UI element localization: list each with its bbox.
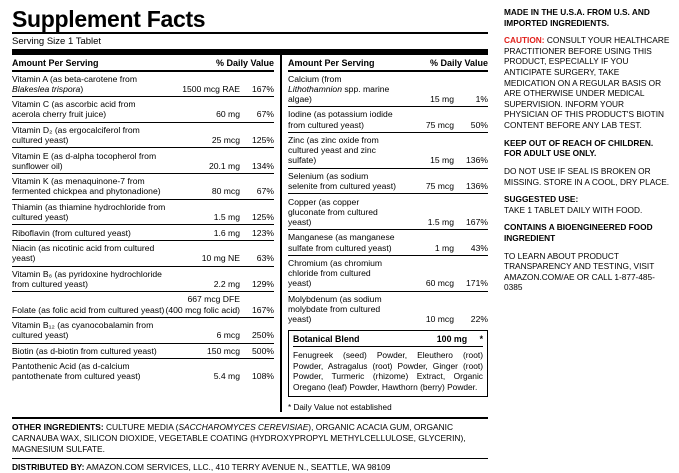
- nutrient-row: [12, 359, 274, 384]
- other-ingredients: [12, 417, 488, 455]
- botanical-blend-header: [293, 334, 483, 347]
- nutrient-amount: 75 mcg: [396, 168, 454, 194]
- nutrient-amount: 80 mcg: [165, 174, 240, 200]
- nutrient-name: Selenium (as sodium selenite from cultured yeast): [288, 168, 396, 194]
- nutrient-name: Thiamin (as thiamine hydrochloride from cultured yeast): [12, 199, 165, 225]
- nutrient-daily-value: 43%: [454, 230, 488, 256]
- nutrient-amount: 15 mg: [396, 132, 454, 168]
- nutrient-row: [12, 266, 274, 292]
- transparency-statement: TO LEARN ABOUT PRODUCT TRANSPARENCY AND TESTING, VISIT AMAZON.COM/AE OR CALL 1-877-485-0385: [504, 250, 655, 293]
- nutrient-table-left: [12, 72, 274, 384]
- nutrient-amount: 5.4 mg: [213, 371, 240, 382]
- nutrient-daily-value: 67%: [240, 174, 274, 200]
- caution-statement: [504, 35, 671, 130]
- nutrient-amount: 1 mg: [396, 230, 454, 256]
- nutrient-name: Vitamin B₆ (as pyridoxine hydrochloride from cultured yeast): [12, 266, 165, 292]
- distributed-by-label: DISTRIBUTED BY:: [12, 462, 85, 473]
- nutrient-amount: 60 mg: [165, 97, 240, 123]
- column-header-left: [12, 55, 274, 72]
- nutrient-name: Zinc (as zinc oxide from cultured yeast and zinc sulfate): [288, 132, 396, 168]
- nutrient-row: [12, 240, 274, 266]
- nutrient-name: Copper (as copper gluconate from cultured yeast): [288, 194, 396, 230]
- nutrient-row: [12, 97, 274, 123]
- side-information-panel: [496, 0, 679, 427]
- nutrient-amount: 1.5 mg: [165, 199, 240, 225]
- nutrient-name: Niacin (as nicotinic acid from cultured yeast): [12, 240, 165, 266]
- nutrient-row: [288, 72, 488, 107]
- nutrient-daily-value: 50%: [454, 107, 488, 133]
- botanical-blend-amount: 100 mg: [436, 334, 468, 345]
- nutrient-row: [12, 343, 274, 359]
- nutrient-daily-value: 129%: [240, 266, 274, 292]
- nutrient-name: Vitamin A (as beta-carotene from Blakeslea trispora): [12, 72, 165, 97]
- header-amount-left: Amount Per Serving: [12, 57, 99, 68]
- botanical-blend-box: [288, 330, 488, 397]
- nutrient-columns: [12, 55, 488, 413]
- nutrient-daily-value: 171%: [454, 255, 488, 291]
- nutrient-amount: 15 mg: [396, 72, 454, 107]
- nutrient-amount: 2.2 mg: [165, 266, 240, 292]
- nutrient-amount: 20.1 mg: [165, 148, 240, 174]
- other-ingredients-label: OTHER INGREDIENTS:: [12, 422, 104, 433]
- nutrient-row: [288, 168, 488, 194]
- page-title: Supplement Facts: [12, 6, 206, 32]
- nutrient-daily-value: 500%: [240, 343, 274, 359]
- nutrient-amount: 1500 mcg RAE: [165, 72, 240, 97]
- nutrient-daily-value: 22%: [470, 314, 488, 325]
- nutrient-amount: 75 mcg: [396, 107, 454, 133]
- suggested-use-label: SUGGESTED USE:: [504, 194, 579, 205]
- botanical-blend-ingredients: Fenugreek (seed) Powder, Eleuthero (root) Powder, Astragalus (root) Powder, Ginger (root) Powder, Turmeric (rhizome) Extract, Organic Oregano (leaf) Powder, Hawthorn (berry) Powder.: [293, 350, 483, 392]
- nutrient-amount: 10 mcg: [425, 314, 454, 325]
- title-rule: [12, 32, 488, 34]
- nutrient-amount: 10 mg NE: [165, 240, 240, 266]
- nutrient-name: Calcium (from Lithothamnion spp. marine algae): [288, 72, 396, 107]
- nutrient-daily-value: 67%: [240, 97, 274, 123]
- nutrient-name: Vitamin B₁₂ (as cyanocobalamin from cultured yeast): [12, 317, 165, 343]
- serving-size: Serving Size 1 Tablet: [12, 35, 102, 47]
- nutrient-name: Biotin (as d-biotin from cultured yeast): [12, 343, 165, 359]
- daily-value-footnote: * Daily Value not established: [288, 403, 392, 413]
- nutrient-daily-value: 108%: [252, 371, 274, 382]
- nutrient-name: Vitamin E (as d-alpha tocopherol from sunflower oil): [12, 148, 165, 174]
- column-divider: [280, 55, 282, 413]
- distributed-by-text: AMAZON.COM SERVICES, LLC., 410 TERRY AVENUE N., SEATTLE, WA 98109: [84, 462, 391, 473]
- nutrient-row: [288, 230, 488, 256]
- nutrient-daily-value: 63%: [240, 240, 274, 266]
- nutrient-row: [12, 122, 274, 148]
- botanical-blend-label: Botanical Blend: [293, 334, 360, 345]
- nutrient-row: [12, 225, 274, 241]
- keep-out-of-reach: KEEP OUT OF REACH OF CHILDREN. FOR ADULT USE ONLY.: [504, 137, 654, 159]
- nutrient-name: Folate (as folic acid from cultured yeast): [12, 292, 165, 318]
- botanical-blend-dv: *: [479, 334, 483, 345]
- nutrient-amount: 25 mcg: [165, 122, 240, 148]
- nutrient-name: Molybdenum (as sodium molybdate from cultured yeast): [288, 293, 382, 325]
- nutrient-amount: 6 mcg: [165, 317, 240, 343]
- nutrient-name: Chromium (as chromium chloride from cultured yeast): [288, 255, 396, 291]
- nutrient-name: Vitamin D₂ (as ergocalciferol from cultured yeast): [12, 122, 165, 148]
- nutrient-row: [12, 174, 274, 200]
- nutrient-column-left: [12, 55, 280, 413]
- suggested-use-block: [504, 194, 671, 215]
- nutrient-row: [288, 132, 488, 168]
- nutrient-row: [288, 107, 488, 133]
- nutrient-daily-value: 136%: [454, 168, 488, 194]
- nutrient-amount: 1.5 mg: [396, 194, 454, 230]
- nutrient-amount: 150 mcg: [165, 343, 240, 359]
- suggested-use-text: TAKE 1 TABLET DAILY WITH FOOD.: [504, 204, 643, 215]
- nutrient-row: [288, 291, 488, 326]
- nutrient-daily-value: 123%: [240, 225, 274, 241]
- nutrient-row: [12, 292, 274, 318]
- nutrient-row: [12, 317, 274, 343]
- do-not-use-statement: DO NOT USE IF SEAL IS BROKEN OR MISSING. STORE IN A COOL, DRY PLACE.: [504, 165, 670, 187]
- nutrient-name: Vitamin K (as menaquinone-7 from fermented chickpea and phytonadione): [12, 174, 165, 200]
- nutrient-daily-value: 167%: [240, 292, 274, 318]
- nutrient-amount: 60 mcg: [396, 255, 454, 291]
- nutrient-daily-value: 167%: [240, 72, 274, 97]
- nutrient-name: Manganese (as manganese sulfate from cultured yeast): [288, 230, 396, 256]
- nutrient-amount: 1.6 mg: [165, 225, 240, 241]
- nutrient-name: Vitamin C (as ascorbic acid from acerola cherry fruit juice): [12, 97, 165, 123]
- nutrient-name: Iodine (as potassium iodide from cultured yeast): [288, 107, 396, 133]
- column-header-right: [288, 55, 488, 72]
- nutrient-name: Riboflavin (from cultured yeast): [12, 225, 165, 241]
- caution-text: CONSULT YOUR HEALTHCARE PRACTITIONER BEFORE USING THIS PRODUCT, ESPECIALLY IF YOU ANTICIPATE SURGERY, TAKE MEDICATION ON A REGULAR BASIS OR ARE OTHERWISE UNDER MEDICAL SUPERVISION. INFORM YOUR PHYSICIAN OF THIS PRODUCT'S BIOTIN CONTENT BEFORE ANY LAB TEST.: [504, 35, 670, 131]
- caution-label: CAUTION:: [504, 35, 545, 46]
- nutrient-daily-value: 125%: [240, 199, 274, 225]
- distributed-by: [12, 458, 488, 473]
- nutrient-daily-value: 136%: [454, 132, 488, 168]
- nutrient-daily-value: 250%: [240, 317, 274, 343]
- nutrient-daily-value: 125%: [240, 122, 274, 148]
- nutrient-row: [12, 148, 274, 174]
- nutrient-row: [288, 194, 488, 230]
- nutrient-row: [288, 255, 488, 291]
- header-dv-left: % Daily Value: [215, 57, 274, 68]
- nutrient-daily-value: 167%: [454, 194, 488, 230]
- nutrient-daily-value: 134%: [240, 148, 274, 174]
- header-amount-right: Amount Per Serving: [288, 57, 375, 68]
- nutrient-row: [12, 199, 274, 225]
- nutrient-amount: 667 mcg DFE (400 mcg folic acid): [165, 292, 240, 318]
- nutrient-column-right: [288, 55, 488, 413]
- bioengineered-statement: CONTAINS A BIOENGINEERED FOOD INGREDIENT: [504, 222, 653, 243]
- header-dv-right: % Daily Value: [429, 57, 488, 68]
- origin-statement: MADE IN THE U.S.A. FROM U.S. AND IMPORTED INGREDIENTS.: [504, 7, 650, 28]
- nutrient-row: [12, 72, 274, 97]
- nutrient-daily-value: 1%: [454, 72, 488, 107]
- nutrient-name: Pantothenic Acid (as d-calcium pantothenate from cultured yeast): [12, 361, 141, 382]
- other-ingredients-text: CULTURE MEDIA (SACCHAROMYCES CEREVISIAE), ORGANIC ACACIA GUM, ORGANIC CARNAUBA WAX, SILICON DIOXIDE, VEGETABLE COATING (HYDROXYPROPYL METHYLCELLULOSE, GLYCERIN), MAGNESIUM SULFATE.: [12, 422, 466, 455]
- nutrient-table-right: [288, 72, 488, 327]
